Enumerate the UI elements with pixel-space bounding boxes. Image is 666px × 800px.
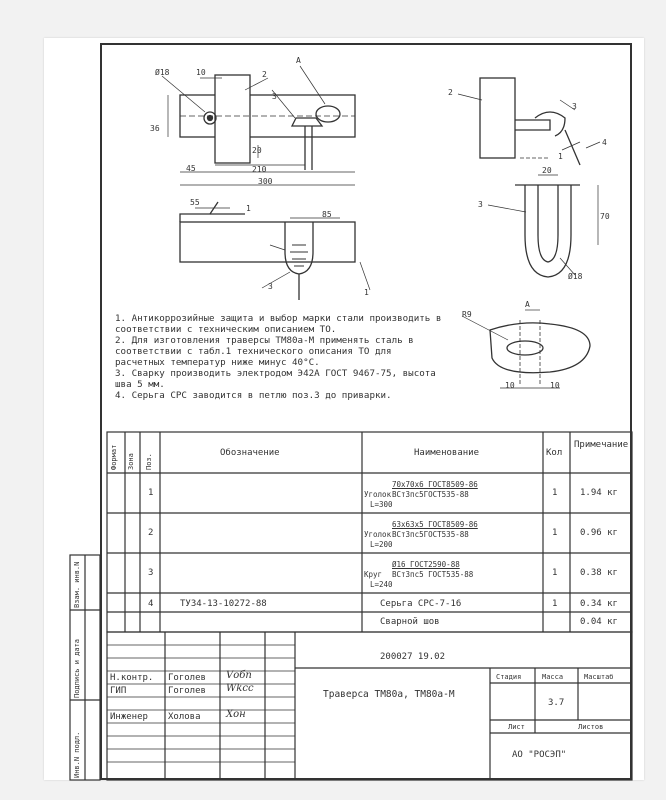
drawing-title: Траверса ТМ80а, ТМ80а-М [323, 689, 455, 700]
row5-note: 0.04 кг [580, 617, 618, 627]
side-label-sign-date-1: Подпись и дата [73, 638, 81, 698]
dim-70: 70 [600, 212, 610, 221]
row3-prefix: Круг [364, 570, 383, 579]
row2-prefix: Уголок [364, 530, 392, 539]
role-n-control: Н.контр. [110, 673, 154, 683]
dim-10-right: 10 [550, 381, 560, 390]
dim-210: 210 [252, 165, 267, 174]
dim-3-loop: 3 [478, 200, 483, 209]
row4-name: Серьга СРС-7-16 [380, 599, 462, 609]
side-view-plate [480, 78, 515, 158]
row3-qty: 1 [552, 568, 558, 578]
signature-2: Wkcc [226, 683, 254, 694]
dim-300: 300 [258, 177, 273, 186]
row1-name-bottom: ВСт3пс5ГОСТ535-88 [392, 490, 469, 499]
label-a: A [296, 56, 301, 65]
role-gip: ГИП [110, 686, 127, 696]
row1-prefix: Уголок [364, 490, 392, 499]
dim-3-lower: 3 [268, 282, 273, 291]
technical-notes [115, 313, 445, 401]
name-n-control: Гоголев [168, 673, 206, 683]
header-pos: Поз. [145, 453, 153, 470]
row2-note: 0.96 кг [580, 528, 618, 538]
dim-2-right: 2 [448, 88, 453, 97]
dim-45: 45 [186, 164, 196, 173]
header-name: Наименование [414, 448, 480, 458]
dim-phi18-right: Ø18 [568, 272, 583, 281]
loop-3 [525, 185, 571, 277]
row3-name-extra: L=240 [370, 580, 393, 589]
row4-designation: ТУ34-13-10272-88 [180, 599, 267, 609]
organization: АО "РОСЭП" [512, 750, 567, 760]
row5-name: Сварной шов [380, 617, 440, 627]
dim-10: 10 [196, 68, 206, 77]
dim-1-right: 1 [558, 152, 563, 161]
dim-20: 20 [252, 146, 262, 155]
dim-phi18: Ø18 [155, 68, 170, 77]
mass-value: 3.7 [548, 698, 565, 708]
header-designation: Обозначение [220, 448, 280, 458]
angle-plan-view [180, 222, 355, 262]
row1-name-extra: L=300 [370, 500, 393, 509]
name-gip: Гоголев [168, 686, 206, 696]
row2-name-extra: L=200 [370, 540, 393, 549]
dim-10-left: 10 [505, 381, 515, 390]
mass-label: Масса [542, 673, 564, 681]
name-engineer: Холова [168, 712, 201, 722]
row1-name-top: 70х70х6 ГОСТ8509-86 [392, 480, 478, 489]
row2-name-bottom: ВСт3пс5ГОСТ535-88 [392, 530, 469, 539]
row1-note: 1.94 кг [580, 488, 618, 498]
dim-3: 3 [272, 92, 277, 101]
dim-85: 85 [322, 210, 332, 219]
note-2: 2. Для изготовления траверсы ТМ80а-М применять сталь в соответствии с табл.1 технического описания ТО для расчетных температур ниже минус 40°С. [115, 335, 414, 368]
header-format: Формат [110, 444, 118, 470]
dim-r9: R9 [462, 310, 472, 319]
signature-3: Хон [226, 709, 246, 720]
sheet-label: Лист [508, 723, 525, 731]
row3-name-top: Ø16 ГОСТ2590-88 [392, 560, 460, 569]
dim-20-right: 20 [542, 166, 552, 175]
label-a-view: A [525, 300, 530, 309]
dim-1-lower: 1 [364, 288, 369, 297]
dim-3-right: 3 [572, 102, 577, 111]
row4-qty: 1 [552, 599, 558, 609]
header-note: Примечание [574, 440, 629, 450]
row2-pos: 2 [148, 528, 154, 538]
note-4: 4. Серьга СРС заводится в петлю поз.3 до приварки. [115, 390, 392, 401]
side-label-inv-podl: Инв.N подл. [73, 731, 81, 778]
stage-label: Стадия [496, 673, 522, 681]
dim-1: 1 [246, 204, 251, 213]
side-label-vzam-inv: Взам. инв.N [73, 561, 81, 608]
header-zone: Зона [127, 453, 135, 470]
row1-qty: 1 [552, 488, 558, 498]
dim-2: 2 [262, 70, 267, 79]
dim-36: 36 [150, 124, 160, 133]
dim-4: 4 [602, 138, 607, 147]
row1-pos: 1 [148, 488, 154, 498]
scale-label: Масштаб [584, 673, 614, 681]
note-3: 3. Сварку производить электродом Э42А ГОСТ 9467-75, высота шва 5 мм. [115, 368, 436, 390]
role-engineer: Инженер [110, 712, 148, 722]
plate-2 [215, 75, 250, 163]
row4-pos: 4 [148, 599, 154, 609]
row4-note: 0.34 кг [580, 599, 618, 609]
note-1: 1. Антикоррозийные защита и выбор марки стали производить в соответствии с техническим описанием ТО. [115, 313, 442, 335]
row2-name-top: 63х63х5 ГОСТ8509-86 [392, 520, 478, 529]
row3-pos: 3 [148, 568, 154, 578]
sheets-label: Листов [578, 723, 604, 731]
row2-qty: 1 [552, 528, 558, 538]
row3-note: 0.38 кг [580, 568, 618, 578]
signature-1: Vобn [226, 670, 252, 681]
row3-name-bottom: ВСт3пс5 ГОСТ535-88 [392, 570, 474, 579]
header-qty: Кол [546, 448, 563, 458]
dim-55: 55 [190, 198, 200, 207]
doc-number: 200027 19.02 [380, 652, 446, 662]
